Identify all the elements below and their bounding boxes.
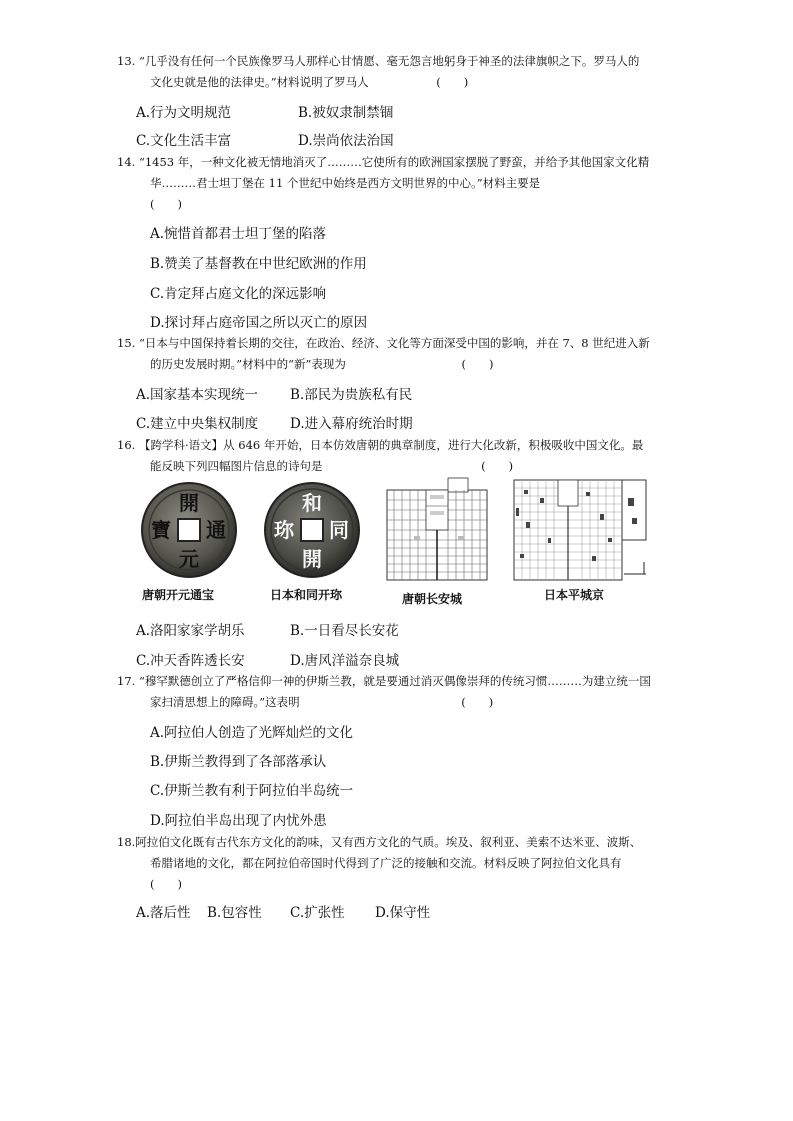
question-text-line: 家扫清思想上的障碍。”这表明 <box>150 695 300 709</box>
option-c: C.扩张性 <box>290 905 345 921</box>
option-b: B.一日看尽长安花 <box>290 623 399 639</box>
question-14 <box>117 152 677 215</box>
option-c: C.冲天香阵透长安 <box>136 653 245 669</box>
coin-character: 元 <box>179 547 199 571</box>
option-b: B.伊斯兰教得到了各部落承认 <box>150 754 327 770</box>
option-d: D.保守性 <box>375 905 431 921</box>
question-15 <box>117 333 677 375</box>
question-text-line: 16. 【跨学科·语文】从 646 年开始，日本仿效唐朝的典章制度，进行大化改新，积极吸收中国文化。最 <box>117 438 644 452</box>
coin-character: 和 <box>302 491 322 515</box>
wado-coin-image <box>260 480 366 580</box>
coin-character: 開 <box>179 491 199 515</box>
answer-blank: ( ) <box>481 459 514 473</box>
answer-blank: ( ) <box>436 75 469 89</box>
question-text-line: 17. “穆罕默德创立了严格信仰一神的伊斯兰教，就是要通过消灭偶像崇拜的传统习惯………为建立统一国 <box>117 674 651 688</box>
option-d: D.崇尚依法治国 <box>298 133 394 149</box>
option-b: B.赞美了基督教在中世纪欧洲的作用 <box>150 256 367 272</box>
answer-blank: ( ) <box>461 357 494 371</box>
question-text-line: 华………君士坦丁堡在 11 个世纪中始终是西方文明世界的中心。”材料主要是 <box>150 176 541 190</box>
question-text-line: 18.阿拉伯文化既有古代东方文化的韵味，又有西方文化的气质。埃及、叙利亚、美索不达米亚、波斯、 <box>117 835 642 849</box>
option-d: D.探讨拜占庭帝国之所以灭亡的原因 <box>150 315 368 331</box>
question-text-line: 希腊诸地的文化，都在阿拉伯帝国时代得到了广泛的接触和交流。材料反映了阿拉伯文化具有 <box>150 856 622 870</box>
option-d: D.唐风洋溢奈良城 <box>290 653 400 669</box>
option-c: C.伊斯兰教有利于阿拉伯半岛统一 <box>150 783 354 799</box>
figure-caption: 日本平城京 <box>544 588 605 602</box>
option-c: C.文化生活丰富 <box>136 133 232 149</box>
option-c: C.肯定拜占庭文化的深远影响 <box>150 286 327 302</box>
question-17 <box>117 671 677 713</box>
option-a: A.惋惜首都君士坦丁堡的陷落 <box>150 226 327 242</box>
question-text-line: 13. “几乎没有任何一个民族像罗马人那样心甘情愿、毫无怨言地躬身于神圣的法律旗帜之下。罗马人的 <box>117 54 640 68</box>
option-a: A.国家基本实现统一 <box>136 387 259 403</box>
question-text-line: 文化史就是他的法律史。”材料说明了罗马人 <box>150 75 369 89</box>
changan-city-map-image <box>386 476 490 584</box>
coin-character: 寶 <box>151 518 171 542</box>
question-text-line: 15. “日本与中国保持着长期的交往，在政治、经济、文化等方面深受中国的影响，并在 7、8 世纪进入新 <box>117 336 650 350</box>
coin-character: 同 <box>329 518 349 542</box>
option-a: A.洛阳家家学胡乐 <box>136 623 245 639</box>
kaiyuan-coin-image <box>137 480 243 580</box>
question-18 <box>117 832 677 895</box>
coin-character: 珎 <box>274 518 294 542</box>
option-b: B.部民为贵族私有民 <box>290 387 413 403</box>
coin-character: 開 <box>302 547 322 571</box>
option-a: A.行为文明规范 <box>136 105 232 121</box>
answer-blank: ( ) <box>150 877 182 891</box>
option-a: A.阿拉伯人创造了光辉灿烂的文化 <box>150 725 354 741</box>
question-13 <box>117 51 677 93</box>
question-text-line: 14. “1453 年，一种文化被无情地消灭了………它使所有的欧洲国家摆脱了野蛮，并给予其他国家文化精 <box>117 155 650 169</box>
figure-caption: 唐朝开元通宝 <box>142 588 215 602</box>
figure-caption: 日本和同开珎 <box>270 588 343 602</box>
option-c: C.建立中央集权制度 <box>136 416 259 432</box>
coin-character: 通 <box>206 518 226 542</box>
option-a: A.落后性 <box>136 905 191 921</box>
question-text-line: 的历史发展时期。”材料中的“新”表现为 <box>150 357 346 371</box>
option-d: D.阿拉伯半岛出现了内忧外患 <box>150 813 327 829</box>
option-b: B.包容性 <box>207 905 262 921</box>
figure-caption: 唐朝长安城 <box>402 592 463 606</box>
answer-blank: ( ) <box>461 695 494 709</box>
question-16 <box>117 435 677 477</box>
question-text-line: 能反映下列四幅图片信息的诗句是 <box>150 459 323 473</box>
answer-blank: ( ) <box>150 197 182 211</box>
option-b: B.被奴隶制禁锢 <box>298 105 394 121</box>
option-d: D.进入幕府统治时期 <box>290 416 413 432</box>
heijokyo-city-map-image <box>508 478 650 582</box>
